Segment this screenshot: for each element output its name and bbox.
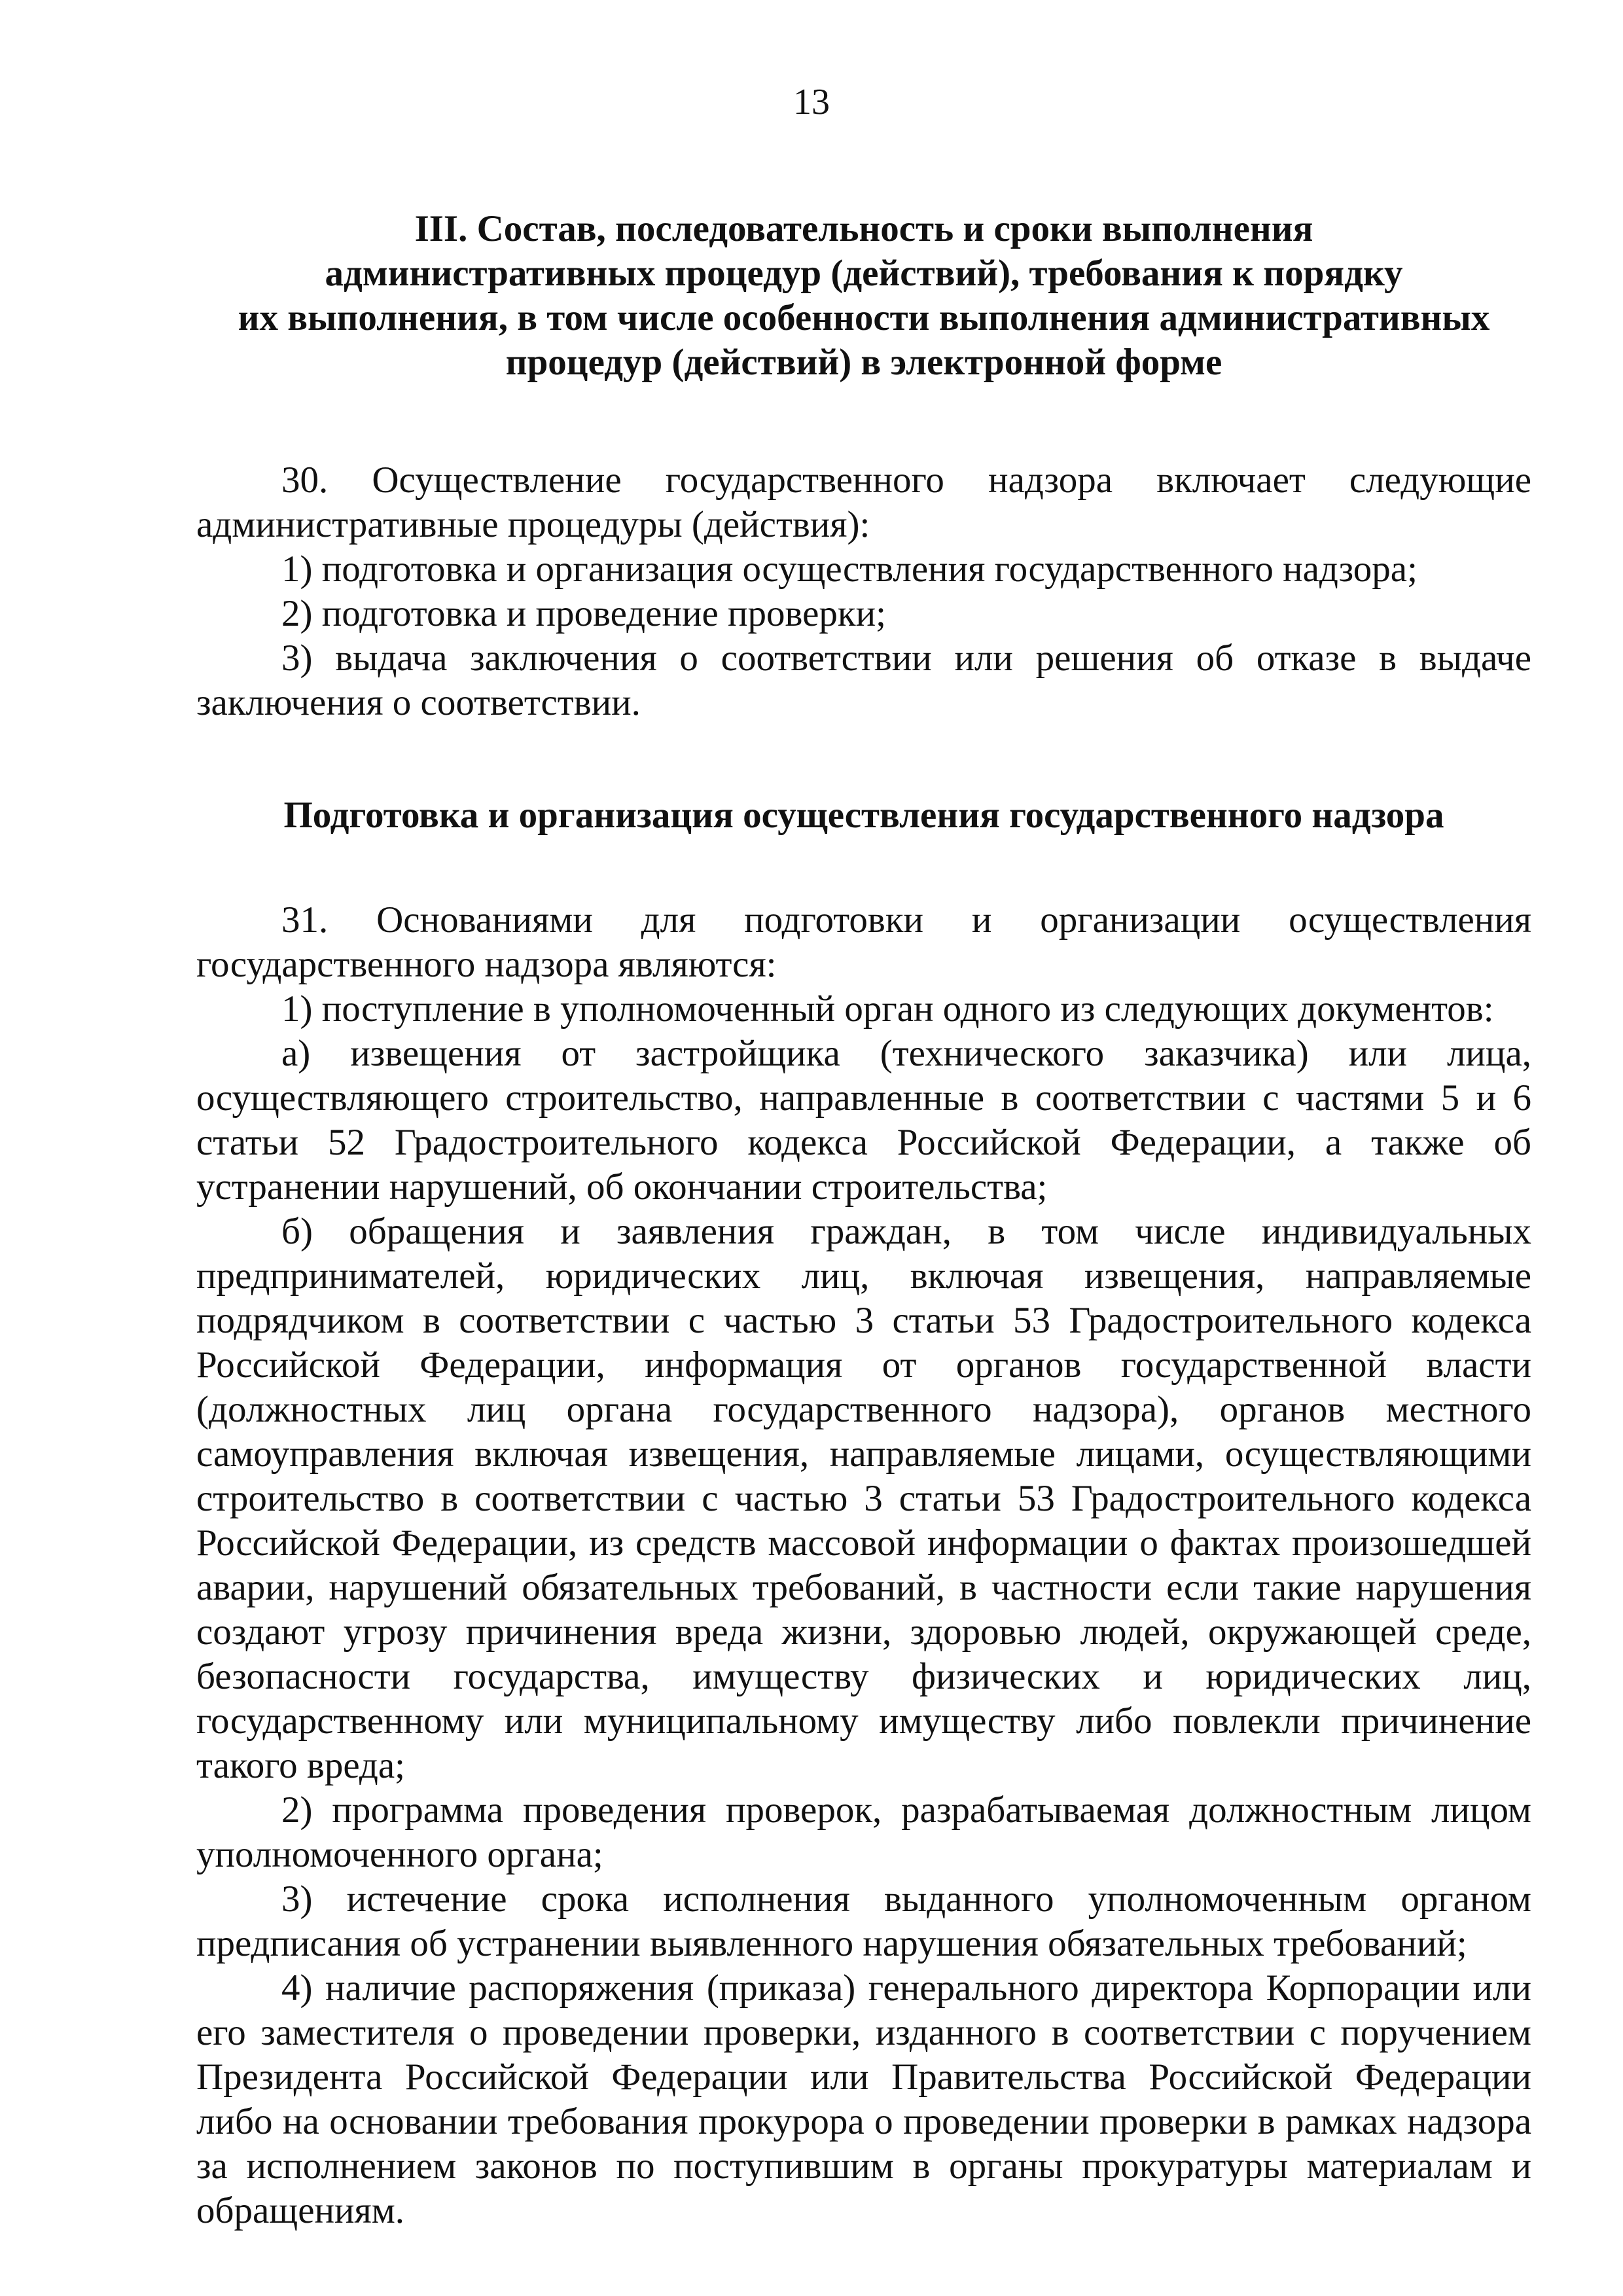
list-item-31-4: 4) наличие распоряжения (приказа) генерального директора Корпорации или его заместителя о проведении проверки, изданного в соответствии с поручением Президента Российской Федерации или Правительства Российской Федерации либо на основании требования прокурора о проведении проверки в рамках надзора за исполнением законов по поступившим в органы прокуратуры материалам и обращениям. <box>196 1967 1531 2231</box>
spacer <box>196 385 1531 458</box>
spacer <box>196 838 1531 898</box>
list-item-31-1: 1) поступление в уполномоченный орган одного из следующих документов: <box>281 988 1494 1030</box>
list-item-31-2: 2) программа проведения проверок, разрабатываемая должностным лицом уполномоченного органа; <box>196 1789 1531 1875</box>
list-item-30-2: 2) подготовка и проведение проверки; <box>281 593 886 634</box>
chapter-heading-line: процедур (действий) в электронной форме <box>505 342 1222 383</box>
paragraph-30: 30. Осуществление государственного надзора включает следующие административные процедуры (действия): <box>196 459 1531 545</box>
list-item-31-1-b: б) обращения и заявления граждан, в том числе индивидуальных предпринимателей, юридических лиц, включая извещения, направляемые подрядчиком в соответствии с частью 3 статьи 53 Градостроительного кодекса Российской Федерации, информация от органов государственной власти (должностных лиц органа государственного надзора), органов местного самоуправления включая извещения, направляемые лицами, осуществляющими строительство в соответствии с частью 3 статьи 53 Градостроительного кодекса Российской Федерации, из средств массовой информации о фактах произошедшей аварии, нарушений обязательных требований, в частности если такие нарушения создают угрозу причинения вреда жизни, здоровью людей, окружающей среде, безопасности государства, имуществу физических и юридических лиц, государственному или муниципальному имуществу либо повлекли причинение такого вреда; <box>196 1211 1531 1786</box>
list-item-31-3: 3) истечение срока исполнения выданного уполномоченным органом предписания об устранении выявленного нарушения обязательных требований; <box>196 1878 1531 1964</box>
chapter-heading-line: III. Состав, последовательность и сроки выполнения <box>414 208 1313 249</box>
list-item-30-1: 1) подготовка и организация осуществления государственного надзора; <box>281 548 1418 590</box>
list-item-30-3: 3) выдача заключения о соответствии или решения об отказе в выдаче заключения о соответствии. <box>196 637 1531 723</box>
chapter-heading-line: административных процедур (действий), требования к порядку <box>325 253 1403 294</box>
chapter-heading-line: их выполнения, в том числе особенности выполнения административных <box>238 297 1490 338</box>
list-item-31-1-a: а) извещения от застройщика (технического заказчика) или лица, осуществляющего строительство, направленные в соответствии с частями 5 и 6 статьи 52 Градостроительного кодекса Российской Федерации, а также об устранении нарушений, об окончании строительства; <box>196 1033 1531 1208</box>
paragraph-31: 31. Основаниями для подготовки и организации осуществления государственного надзора являются: <box>196 899 1531 985</box>
document-body <box>196 207 1531 2233</box>
page-number: 13 <box>793 82 830 122</box>
spacer <box>196 725 1531 793</box>
chapter-heading <box>196 207 1531 385</box>
section-title: Подготовка и организация осуществления государственного надзора <box>283 795 1444 836</box>
